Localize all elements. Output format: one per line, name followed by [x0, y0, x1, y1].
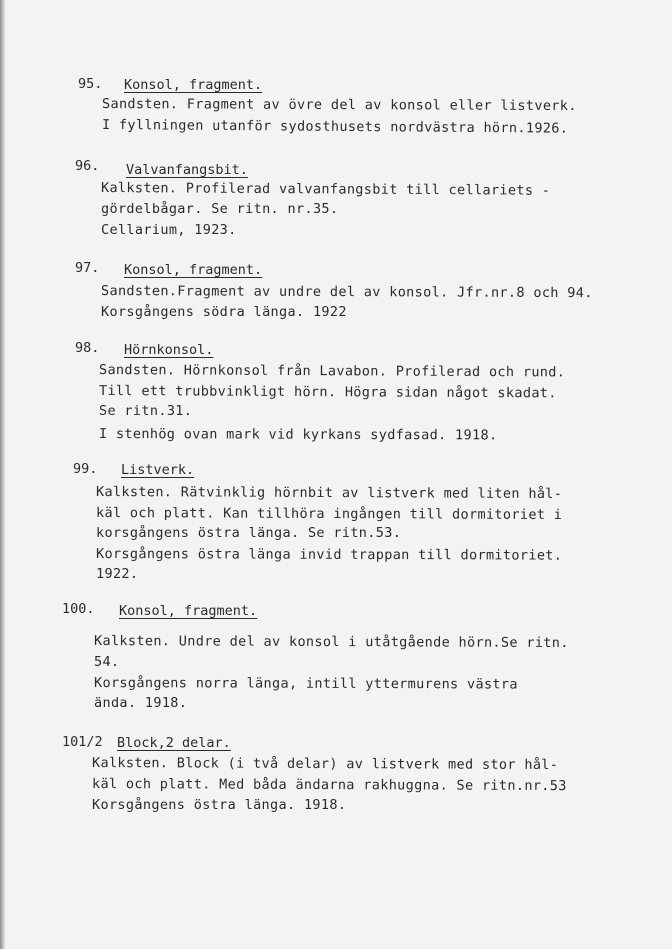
- entry-number: 99.: [73, 461, 98, 477]
- entry-heading: Konsol, fragment.: [124, 77, 263, 93]
- entry-line: käl och platt. Med båda ändarna rakhuggna. Se ritn.nr.53: [91, 776, 567, 795]
- entry-line: Cellarium, 1923.: [101, 222, 237, 238]
- entry-line: ända. 1918.: [94, 695, 188, 711]
- entry-line: Se ritn.31.: [99, 403, 193, 419]
- entry-number: 98.: [75, 340, 100, 356]
- entry-heading: Hörnkonsol.: [124, 342, 214, 358]
- entry-number: 100.: [62, 601, 95, 617]
- entry-line: I fyllningen utanför sydosthusets nordvästra hörn.1926.: [101, 117, 569, 137]
- entry-line: Sandsten.Fragment av undre del av konsol. Jfr.nr.8 och 94.: [100, 283, 593, 302]
- entry-line: 1922.: [96, 566, 139, 582]
- entry-line: 54.: [94, 654, 120, 670]
- entry-number: 96.: [75, 158, 100, 174]
- entry-heading: Block,2 delar.: [117, 735, 231, 751]
- entry-line: Kalksten. Profilerad valvanfangsbit till cellariets -: [100, 180, 551, 199]
- entry-heading: Listverk.: [121, 462, 195, 478]
- entry-line: Sandsten. Fragment av övre del av konsol eller listverk.: [101, 96, 577, 115]
- entry-number: 95.: [78, 76, 103, 92]
- entry-line: Korsgångens östra länga. 1918.: [92, 797, 347, 813]
- entry-line: Kalksten. Undre del av konsol i utåtgående hörn.Se ritn.: [93, 633, 569, 652]
- entry-line: Kalksten. Rätvinklig hörnbit av listverk med liten hål-: [95, 484, 563, 503]
- entry-heading: Konsol, fragment.: [119, 603, 258, 619]
- entry-line: korsgångens östra länga. Se ritn.53.: [96, 525, 402, 541]
- entry-heading: Konsol, fragment.: [124, 262, 263, 278]
- entry-heading: Valvanfangsbit.: [126, 162, 248, 178]
- entry-line: Till ett trubbvinkligt hörn. Högra sidan något skadat.: [98, 383, 557, 402]
- entry-line: Kalksten. Block (i två delar) av listverk med stor hål-: [91, 755, 559, 774]
- entry-number: 97.: [75, 260, 100, 276]
- entry-line: gördelbågar. Se ritn. nr.35.: [101, 201, 339, 217]
- entry-line: käl och platt. Kan tillhöra ingången till dormitoriet i: [95, 505, 563, 524]
- entry-line: I stenhög ovan mark vid kyrkans sydfasad. 1918.: [98, 426, 498, 444]
- entry-number: 101/2: [62, 734, 103, 750]
- entry-line: Sandsten. Hörnkonsol från Lavabon. Profilerad och rund.: [98, 362, 566, 381]
- page-binding-edge: [0, 0, 6, 949]
- entry-line: Korsgångens östra länga invid trappan till dormitoriet.: [95, 546, 563, 564]
- entry-line: Korsgångens södra länga. 1922: [101, 304, 347, 320]
- entry-line: Korsgångens norra länga, intill yttermurens västra: [93, 675, 518, 693]
